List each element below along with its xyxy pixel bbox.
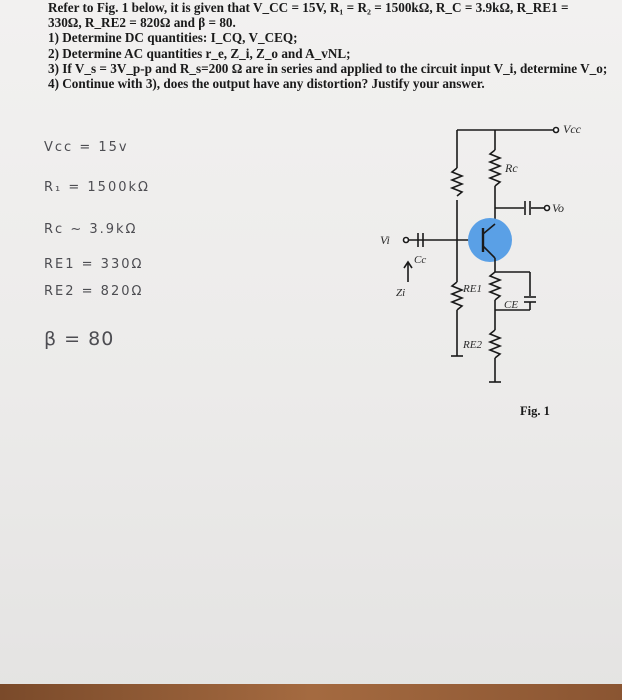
table-edge: [0, 684, 622, 700]
note-re1: RE1 = 330Ω: [44, 257, 144, 272]
figure-caption: Fig. 1: [520, 404, 550, 418]
problem-line-1: Refer to Fig. 1 below, it is given that V_CC = 15V, R₁ = R₂ = 1500kΩ, R_C = 3.9kΩ, R_RE1 =: [48, 0, 569, 15]
re1-resistor: [490, 272, 500, 300]
vcc-terminal: [554, 128, 559, 133]
cc-label: Cc: [414, 254, 427, 266]
zi-label: Zi: [396, 287, 406, 299]
re1-label: RE1: [463, 283, 482, 295]
re2-resistor: [490, 330, 500, 358]
question-2: 2) Determine AC quantities r_e, Z_i, Z_o and A_vNL;: [48, 45, 351, 61]
r1-resistor: [452, 168, 462, 196]
question-1: 1) Determine DC quantities: I_CQ, V_CEQ;: [48, 30, 298, 46]
note-beta: β = 80: [44, 328, 115, 350]
note-vcc: Vcc = 15v: [44, 140, 129, 155]
vi-terminal: [404, 238, 409, 243]
rc-resistor: [490, 150, 500, 186]
question-4: 4) Continue with 3), does the output have any distortion? Justify your answer.: [48, 76, 485, 92]
note-rc: Rc ~ 3.9kΩ: [44, 222, 138, 237]
vo-terminal: [545, 206, 550, 211]
question-3: 3) If V_s = 3V_p-p and R_s=200 Ω are in series and applied to the circuit input V_i, determine V_o;: [48, 60, 608, 76]
problem-line-2: 330Ω, R_RE2 = 820Ω and β = 80.: [48, 15, 236, 31]
rc-label: Rc: [505, 161, 518, 175]
vo-label: Vo: [552, 201, 564, 215]
note-re2: RE2 = 820Ω: [44, 284, 144, 299]
vcc-label: Vcc: [563, 122, 581, 136]
note-r1: R₁ = 1500kΩ: [44, 180, 150, 195]
re2-label: RE2: [463, 339, 482, 351]
vi-label: Vi: [380, 233, 390, 247]
transistor-body: [468, 218, 512, 262]
ce-label: CE: [504, 299, 519, 311]
